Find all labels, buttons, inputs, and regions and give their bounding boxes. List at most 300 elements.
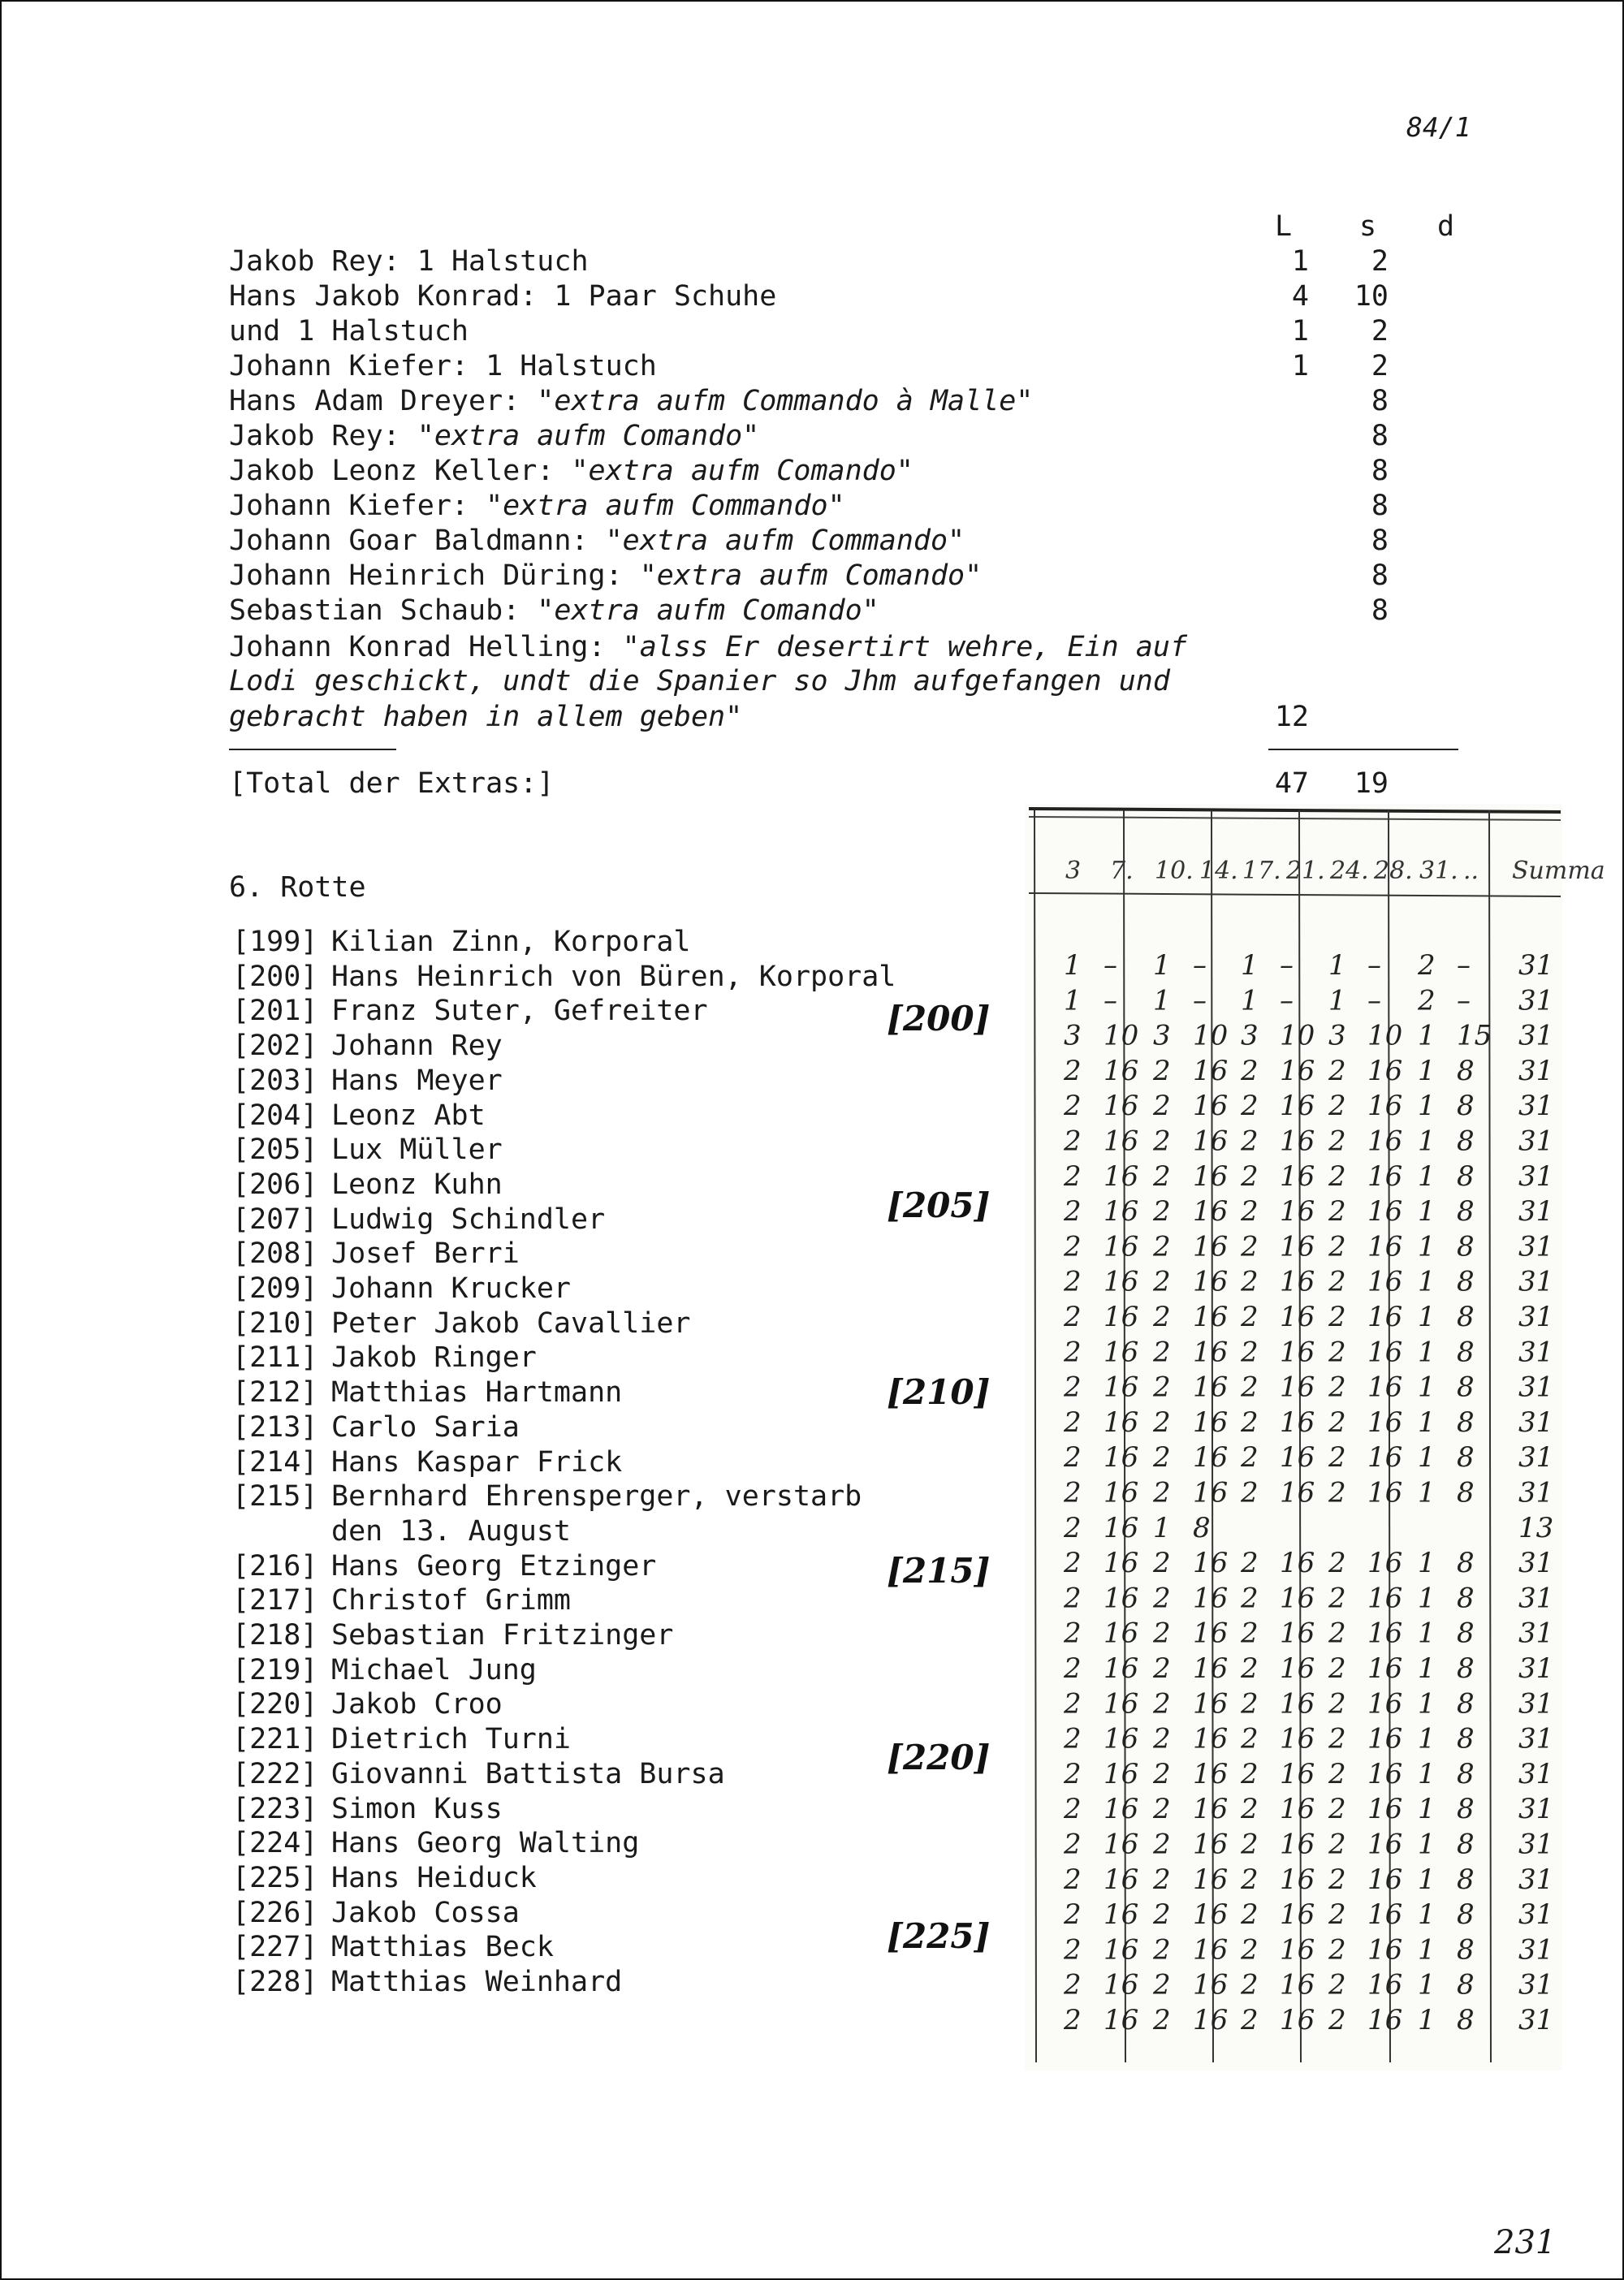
ledger-cell: 2 — [1241, 1757, 1259, 1790]
ledger-cell: 2 — [1153, 1757, 1171, 1790]
ledger-cell: 3 — [1241, 1019, 1259, 1052]
ledger-cell: 8 — [1457, 1054, 1475, 1087]
extras-row-desc: "extra aufm Commando" — [486, 490, 845, 522]
ledger-cell: 16 — [1367, 1336, 1403, 1369]
ledger-cell: 2 — [1328, 1582, 1346, 1615]
ledger-cell: 16 — [1193, 1441, 1229, 1475]
ledger-cell: 16 — [1104, 1476, 1139, 1509]
extras-row-name: Sebastian Schaub: — [229, 594, 538, 627]
ledger-cell: 8 — [1457, 1441, 1475, 1475]
ledger-cell: – — [1457, 984, 1471, 1017]
ledger-cell: 2 — [1153, 1863, 1171, 1896]
roster-name: Giovanni Battista Bursa — [331, 1757, 725, 1790]
ledger-cell: 16 — [1193, 1582, 1229, 1615]
ledger-cell: 2 — [1328, 1371, 1346, 1404]
ledger-cell: 2 — [1241, 1968, 1259, 2001]
ledger-cell: 16 — [1104, 1159, 1139, 1193]
roster-name: Josef Berri — [331, 1237, 520, 1271]
ledger-cell: 8 — [1457, 1547, 1475, 1580]
roster-name: Dietrich Turni — [331, 1723, 572, 1756]
ledger-cell: 1 — [1153, 1511, 1171, 1544]
margin-note: [225] — [887, 1916, 991, 1956]
roster-id: [219] — [232, 1653, 318, 1686]
roster-name: Hans Heinrich von Büren, Korporal — [331, 960, 896, 993]
ledger-cell: 16 — [1104, 1828, 1139, 1861]
ledger-cell: 2 — [1328, 1968, 1346, 2001]
ledger-cell: 16 — [1280, 1757, 1315, 1790]
extras-row-amount-s: 2 — [1371, 315, 1389, 348]
roster-id: [215] — [232, 1480, 318, 1514]
ledger-cell: 16 — [1367, 1125, 1403, 1158]
ledger-header-cell: 7. — [1110, 857, 1134, 885]
ledger-cell: 2 — [1328, 1722, 1346, 1755]
margin-note: [200] — [887, 999, 991, 1039]
extras-row-amount-s: 8 — [1371, 420, 1389, 452]
ledger-cell: 2 — [1153, 1687, 1171, 1721]
ledger-cell: 2 — [1241, 1230, 1259, 1263]
ledger-cell: 2 — [1064, 1125, 1082, 1158]
ledger-cell: 16 — [1280, 1159, 1315, 1193]
ledger-cell: 16 — [1367, 1090, 1403, 1123]
ledger-cell: 16 — [1367, 1793, 1403, 1826]
ledger-cell: 16 — [1193, 1617, 1229, 1650]
roster-name: Johann Rey — [331, 1030, 503, 1063]
extras-row-amount-s: 2 — [1371, 245, 1389, 278]
roster-id: [211] — [232, 1341, 318, 1375]
ledger-cell: – — [1280, 949, 1294, 982]
roster-name: Kilian Zinn, Korporal — [331, 926, 691, 958]
ledger-cell: 16 — [1280, 1828, 1315, 1861]
ledger-cell: 2 — [1328, 1336, 1346, 1369]
ledger-cell: 1 — [1418, 1019, 1436, 1052]
ledger-cell: 15 — [1457, 1019, 1492, 1052]
extras-row-amount-l: 1 — [1291, 245, 1309, 278]
ledger-cell: 16 — [1280, 1406, 1315, 1439]
ledger-cell: 2 — [1328, 1054, 1346, 1087]
ledger-cell: 16 — [1104, 1511, 1139, 1544]
ledger-cell: 1 — [1418, 1195, 1436, 1229]
roster-id: [225] — [232, 1861, 318, 1894]
ledger-cell: 10 — [1104, 1019, 1139, 1052]
roster-name: Jakob Croo — [331, 1688, 503, 1721]
ledger-cell: 16 — [1367, 1722, 1403, 1755]
ledger-cell: 2 — [1064, 1863, 1082, 1896]
ledger-header-cell: 24. — [1330, 857, 1369, 885]
roster-name: Leonz Abt — [331, 1099, 486, 1132]
ledger-cell: 2 — [1328, 1159, 1346, 1193]
ledger-cell: 16 — [1193, 1652, 1229, 1685]
roster-name: Hans Meyer — [331, 1064, 503, 1097]
total-label: [Total der Extras:] — [229, 767, 555, 800]
ledger-cell: 2 — [1328, 1441, 1346, 1475]
roster-id: [222] — [232, 1757, 318, 1790]
ledger-cell: 16 — [1193, 1968, 1229, 2001]
ledger-cell: 2 — [1064, 1371, 1082, 1404]
ledger-cell: 31 — [1518, 1722, 1554, 1755]
extras-row-desc: "extra aufm Comando" — [537, 594, 879, 627]
page-number: 84/1 — [1406, 111, 1471, 143]
ledger-cell: 2 — [1153, 1933, 1171, 1967]
roster-name: Matthias Beck — [331, 1931, 554, 1964]
ledger-cell: 16 — [1367, 1898, 1403, 1932]
ledger-cell: 1 — [1328, 984, 1346, 1017]
ledger-cell: 8 — [1457, 1793, 1475, 1826]
ledger-cell: 2 — [1153, 1898, 1171, 1932]
ledger-cell: 16 — [1104, 1757, 1139, 1790]
roster-name: Jakob Cossa — [331, 1896, 520, 1929]
ledger-cell: 16 — [1367, 1757, 1403, 1790]
ledger-header-cell: 17. — [1242, 857, 1281, 885]
ledger-cell: 2 — [1241, 1933, 1259, 1967]
ledger-cell: 1 — [1418, 2004, 1436, 2036]
ledger-header-cell: Summa — [1512, 857, 1605, 885]
ledger-cell: 2 — [1064, 1476, 1082, 1509]
ledger-cell: 1 — [1064, 949, 1082, 982]
ledger-cell: 16 — [1367, 1933, 1403, 1967]
ledger-cell: 2 — [1328, 1933, 1346, 1967]
ledger-cell: 31 — [1518, 1371, 1554, 1404]
ledger-cell: 2 — [1328, 1652, 1346, 1685]
ledger-cell: 31 — [1518, 949, 1554, 982]
ledger-cell: 8 — [1457, 1722, 1475, 1755]
ledger-cell: 1 — [1418, 1159, 1436, 1193]
ledger-cell: 31 — [1518, 1054, 1554, 1087]
divider-right — [1268, 749, 1458, 750]
ledger-cell: 2 — [1153, 1090, 1171, 1123]
ledger-cell: 2 — [1153, 1793, 1171, 1826]
margin-note: [210] — [887, 1372, 991, 1412]
ledger-cell: 16 — [1280, 1054, 1315, 1087]
ledger-cell: 16 — [1193, 1933, 1229, 1967]
ledger-cell: 16 — [1193, 1722, 1229, 1755]
roster-name: Ludwig Schindler — [331, 1203, 606, 1236]
ledger-cell: 8 — [1457, 1476, 1475, 1509]
ledger-cell: 10 — [1280, 1019, 1315, 1052]
extras-row-name: Johann Goar Baldmann: — [229, 525, 606, 557]
roster-name: Franz Suter, Gefreiter — [331, 995, 708, 1028]
ledger-cell: 16 — [1104, 1968, 1139, 2001]
ledger-cell: 16 — [1193, 1090, 1229, 1123]
ledger-header-cell: 28. — [1374, 857, 1413, 885]
ledger-cell: – — [1104, 984, 1117, 1017]
roster-name: Peter Jakob Cavallier — [331, 1306, 691, 1340]
ledger-cell: 1 — [1153, 949, 1171, 982]
roster-id: [206] — [232, 1168, 318, 1201]
ledger-cell: 16 — [1104, 1441, 1139, 1475]
ledger-cell: 3 — [1153, 1019, 1171, 1052]
ledger-cell: 1 — [1418, 1476, 1436, 1509]
extras-row — [229, 280, 777, 313]
extras-row — [229, 559, 983, 592]
ledger-cell: 31 — [1518, 1441, 1554, 1475]
margin-note: [220] — [887, 1738, 991, 1777]
ledger-cell: 2 — [1328, 1090, 1346, 1123]
ledger-cell: 16 — [1280, 1652, 1315, 1685]
extras-row — [229, 245, 589, 278]
ledger-cell: 8 — [1457, 1336, 1475, 1369]
ledger-cell: 2 — [1153, 1968, 1171, 2001]
helling-name: Johann Konrad Helling: — [229, 631, 623, 663]
ledger-cell: 2 — [1153, 1406, 1171, 1439]
ledger-cell: 16 — [1193, 1301, 1229, 1333]
ledger-cell: 2 — [1064, 1301, 1082, 1333]
ledger-cell: 16 — [1104, 2004, 1139, 2036]
ledger-cell: 2 — [1328, 1687, 1346, 1721]
ledger-cell: 2 — [1064, 1336, 1082, 1369]
ledger-cell: 2 — [1153, 1336, 1171, 1369]
column-header-d: d — [1437, 210, 1455, 243]
ledger-cell: 31 — [1518, 1652, 1554, 1685]
ledger-cell: 16 — [1280, 1371, 1315, 1404]
ledger-cell: 2 — [1328, 1828, 1346, 1861]
extras-row — [229, 527, 965, 555]
ledger-cell: 2 — [1153, 1265, 1171, 1298]
ledger-cell: 8 — [1457, 2004, 1475, 2036]
ledger-cell: 16 — [1193, 1476, 1229, 1509]
extras-row-desc: "extra aufm Commando à Malle" — [537, 385, 1034, 417]
ledger-cell: 2 — [1241, 1617, 1259, 1650]
ledger-cell: 1 — [1153, 984, 1171, 1017]
extras-row-amount-s: 8 — [1371, 594, 1389, 627]
ledger-cell: 3 — [1064, 1019, 1082, 1052]
ledger-cell: 2 — [1064, 1195, 1082, 1229]
ledger-cell: 16 — [1280, 1547, 1315, 1580]
ledger-cell: 1 — [1418, 1336, 1436, 1369]
ledger-cell: 16 — [1367, 1054, 1403, 1087]
extras-row-name: Johann Heinrich Düring: — [229, 559, 640, 592]
ledger-cell: 31 — [1518, 2004, 1554, 2036]
ledger-header-cell: .. — [1463, 857, 1479, 885]
ledger-cell: 2 — [1153, 1230, 1171, 1263]
ledger-cell: 2 — [1418, 949, 1436, 982]
ledger-cell: 31 — [1518, 1617, 1554, 1650]
ledger-cell: 16 — [1280, 2004, 1315, 2036]
roster-name: Christof Grimm — [331, 1584, 572, 1617]
ledger-cell: 2 — [1153, 1301, 1171, 1333]
extras-row — [229, 457, 914, 486]
roster-id: [199] — [232, 926, 318, 958]
ledger-cell: 1 — [1418, 1441, 1436, 1475]
ledger-cell: 16 — [1367, 1195, 1403, 1229]
ledger-cell: 2 — [1241, 1582, 1259, 1615]
extras-row-desc: 1 Halstuch — [417, 245, 589, 278]
ledger-cell: 3 — [1328, 1019, 1346, 1052]
ledger-cell: 16 — [1367, 1968, 1403, 2001]
roster-id: [221] — [232, 1723, 318, 1756]
ledger-header-cell: 3 — [1065, 857, 1082, 885]
ledger-cell: 8 — [1457, 1301, 1475, 1333]
ledger-cell: 31 — [1518, 1230, 1554, 1263]
ledger-cell: 1 — [1064, 984, 1082, 1017]
roster-id: [226] — [232, 1896, 318, 1929]
ledger-cell: 2 — [1153, 1547, 1171, 1580]
ledger-cell: 16 — [1367, 1547, 1403, 1580]
roster-id: [227] — [232, 1931, 318, 1964]
ledger-cell: 16 — [1280, 1301, 1315, 1333]
ledger-cell: 16 — [1367, 1441, 1403, 1475]
ledger-cell: 1 — [1418, 1863, 1436, 1896]
ledger-cell: 16 — [1193, 2004, 1229, 2036]
roster-id: [205] — [232, 1134, 318, 1167]
ledger-cell: 8 — [1457, 1582, 1475, 1615]
ledger-cell: 31 — [1518, 1582, 1554, 1615]
ledger-cell: 2 — [1064, 1090, 1082, 1123]
extras-row-name: Hans Jakob Konrad: — [229, 280, 555, 313]
ledger-cell: 16 — [1104, 1933, 1139, 1967]
ledger-cell: 1 — [1418, 1722, 1436, 1755]
ledger-cell: 2 — [1064, 1652, 1082, 1685]
roster-name: Matthias Weinhard — [331, 1966, 623, 1998]
ledger-cell: 8 — [1457, 1898, 1475, 1932]
ledger-cell: 1 — [1418, 1265, 1436, 1298]
ledger-cell: 8 — [1457, 1406, 1475, 1439]
ledger-cell: 1 — [1418, 1371, 1436, 1404]
helling-line-2: Lodi geschickt, undt die Spanier so Jhm aufgefangen und — [229, 665, 1170, 697]
ledger-cell: 2 — [1328, 2004, 1346, 2036]
extras-row-amount-s: 10 — [1354, 280, 1389, 313]
extras-row-desc: "extra aufm Commando" — [605, 525, 965, 557]
extras-row-amount-s: 8 — [1371, 525, 1389, 557]
ledger-cell: 2 — [1153, 1125, 1171, 1158]
ledger-cell: 16 — [1367, 1371, 1403, 1404]
ledger-cell: 16 — [1193, 1898, 1229, 1932]
ledger-cell: 16 — [1280, 1898, 1315, 1932]
ledger-cell: 2 — [1153, 1617, 1171, 1650]
ledger-cell: – — [1104, 949, 1117, 982]
ledger-cell: 1 — [1418, 1898, 1436, 1932]
ledger-cell: 16 — [1367, 1406, 1403, 1439]
ledger-cell: 8 — [1193, 1511, 1211, 1544]
roster-id: [207] — [232, 1203, 318, 1236]
ledger-cell: 2 — [1153, 1054, 1171, 1087]
ledger-cell: 2 — [1153, 1195, 1171, 1229]
ledger-cell: 2 — [1064, 1511, 1082, 1544]
ledger-cell: 2 — [1064, 1230, 1082, 1263]
ledger-cell: 16 — [1104, 1722, 1139, 1755]
ledger-cell: 2 — [1064, 1793, 1082, 1826]
ledger-cell: 16 — [1193, 1547, 1229, 1580]
extras-row-amount-l: 1 — [1291, 315, 1309, 348]
ledger-cell: 16 — [1367, 1301, 1403, 1333]
extras-row — [229, 594, 879, 627]
ledger-cell: 2 — [1328, 1406, 1346, 1439]
corner-mark: 231 — [1494, 2224, 1557, 2261]
roster-name: Sebastian Fritzinger — [331, 1619, 674, 1652]
ledger-cell: 16 — [1367, 1265, 1403, 1298]
ledger-cell: 2 — [1328, 1195, 1346, 1229]
ledger-cell: 1 — [1418, 1406, 1436, 1439]
ledger-cell: 13 — [1518, 1511, 1554, 1544]
extras-row-name: Johann Kiefer: — [229, 490, 486, 522]
ledger-cell: 16 — [1367, 1863, 1403, 1896]
ledger-cell: 16 — [1367, 1582, 1403, 1615]
ledger-cell: 16 — [1280, 1793, 1315, 1826]
ledger-cell: 2 — [1241, 1476, 1259, 1509]
ledger-cell: 31 — [1518, 1195, 1554, 1229]
ledger-cell: 16 — [1104, 1371, 1139, 1404]
ledger-cell: 16 — [1193, 1054, 1229, 1087]
roster-name: Hans Heiduck — [331, 1861, 537, 1894]
total-s: 19 — [1354, 767, 1389, 800]
ledger-cell: 2 — [1064, 1159, 1082, 1193]
ledger-cell: 16 — [1104, 1793, 1139, 1826]
ledger-cell: 16 — [1280, 1687, 1315, 1721]
ledger-header-cell: 31. — [1419, 857, 1458, 885]
ledger-cell: 1 — [1418, 1652, 1436, 1685]
ledger-cell: 2 — [1153, 1441, 1171, 1475]
roster-name: Hans Georg Walting — [331, 1827, 640, 1860]
extras-row — [229, 387, 1033, 416]
ledger-cell: 8 — [1457, 1617, 1475, 1650]
ledger-cell: 16 — [1193, 1195, 1229, 1229]
ledger-cell: 1 — [1418, 1301, 1436, 1333]
ledger-cell: 2 — [1064, 1582, 1082, 1615]
ledger-cell: – — [1193, 984, 1207, 1017]
ledger-cell: – — [1367, 984, 1381, 1017]
extras-row-name: Jakob Leonz Keller: — [229, 455, 572, 487]
ledger-cell: 2 — [1328, 1617, 1346, 1650]
ledger-cell: 31 — [1518, 1090, 1554, 1123]
ledger-cell: 16 — [1193, 1371, 1229, 1404]
ledger-cell: 2 — [1153, 1828, 1171, 1861]
ledger-cell: 16 — [1104, 1582, 1139, 1615]
extras-row-name: Johann Kiefer: — [229, 350, 486, 382]
ledger-cell: 2 — [1153, 1582, 1171, 1615]
ledger-cell: 16 — [1104, 1652, 1139, 1685]
ledger-cell: 16 — [1193, 1687, 1229, 1721]
ledger-cell: 2 — [1328, 1757, 1346, 1790]
ledger-cell: 2 — [1328, 1230, 1346, 1263]
ledger-cell: 2 — [1064, 1265, 1082, 1298]
ledger-cell: 1 — [1418, 1582, 1436, 1615]
ledger-cell: – — [1193, 949, 1207, 982]
ledger-cell: 2 — [1241, 1301, 1259, 1333]
ledger-cell: 1 — [1418, 1054, 1436, 1087]
ledger-cell: 2 — [1153, 1652, 1171, 1685]
roster-id: [202] — [232, 1030, 318, 1063]
extras-row-amount-s: 8 — [1371, 559, 1389, 592]
ledger-cell: 2 — [1241, 1195, 1259, 1229]
extras-row — [229, 352, 657, 381]
ledger-cell: 16 — [1280, 1090, 1315, 1123]
ledger-cell: 2 — [1064, 1722, 1082, 1755]
ledger-cell: 2 — [1241, 1371, 1259, 1404]
roster-id: [210] — [232, 1306, 318, 1340]
ledger-cell: 31 — [1518, 1933, 1554, 1967]
helling-amount-l: 12 — [1274, 701, 1309, 733]
helling-line-3: gebracht haben in allem geben" — [229, 701, 743, 733]
column-header-l: L — [1275, 210, 1293, 243]
ledger-cell: 16 — [1193, 1265, 1229, 1298]
roster-name: Simon Kuss — [331, 1792, 503, 1825]
ledger-cell: 8 — [1457, 1265, 1475, 1298]
ledger-cell: 8 — [1457, 1230, 1475, 1263]
ledger-cell: 31 — [1518, 1828, 1554, 1861]
ledger-cell: 2 — [1328, 1793, 1346, 1826]
ledger-cell: 2 — [1241, 1863, 1259, 1896]
ledger-cell: 8 — [1457, 1195, 1475, 1229]
ledger-cell: 1 — [1418, 1125, 1436, 1158]
ledger-cell: 16 — [1104, 1617, 1139, 1650]
ledger-cell: 2 — [1241, 1125, 1259, 1158]
ledger-cell: 2 — [1328, 1547, 1346, 1580]
ledger-cell: – — [1367, 949, 1381, 982]
ledger-cell: 31 — [1518, 1336, 1554, 1369]
ledger-cell: 2 — [1328, 1265, 1346, 1298]
ledger-cell: 2 — [1064, 1933, 1082, 1967]
ledger-cell: 2 — [1153, 1722, 1171, 1755]
roster-name: Matthias Hartmann — [331, 1376, 623, 1410]
